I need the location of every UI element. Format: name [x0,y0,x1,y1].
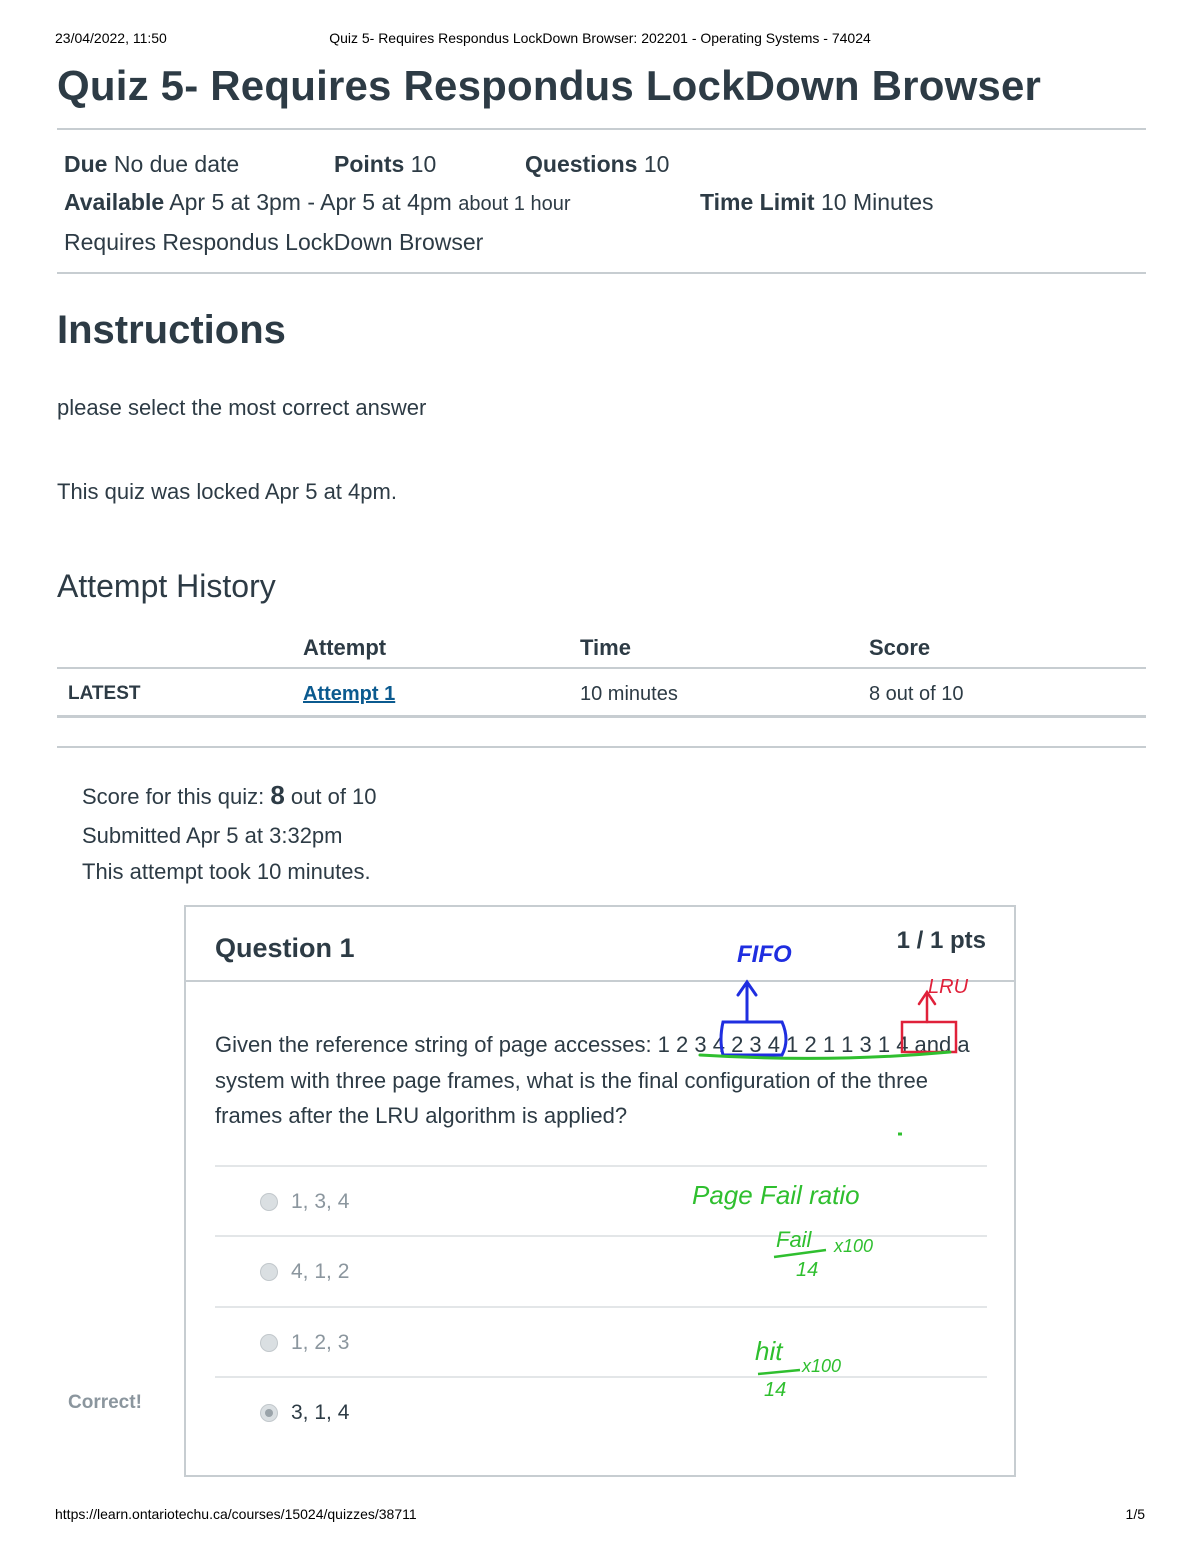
column-header-attempt: Attempt [303,635,387,660]
attempt-score: 8 out of 10 [869,683,964,705]
questions-value: 10 [643,151,670,177]
column-header-score: Score [869,635,931,660]
instructions-heading: Instructions [57,308,286,352]
question-card-edge [184,1425,186,1475]
column-header-time: Time [580,635,631,660]
attempt-duration: This attempt took 10 minutes. [82,859,371,884]
correct-answer-tag: Correct! [68,1392,142,1413]
page-fault-ratio-label: Page Fail ratio [692,1180,860,1210]
answer-label: 1, 2, 3 [291,1331,350,1354]
print-footer [55,1506,1145,1526]
question-points: 1 / 1 pts [896,927,986,954]
fault-ratio-notes [692,1180,873,1401]
score-prefix: Score for this quiz: [82,784,265,809]
hit-fraction-numerator: hit [755,1336,783,1366]
time-limit-value: 10 Minutes [821,189,934,215]
questions-label: Questions [525,151,638,177]
score-value: 8 [270,780,285,810]
available-label: Available [64,189,165,215]
attempt-link[interactable]: Attempt 1 [303,683,396,705]
available-value: Apr 5 at 3pm - Apr 5 at 4pm [169,189,452,215]
print-datetime: 23/04/2022, 11:50 [55,30,167,46]
attempt-time: 10 minutes [580,683,678,705]
time-limit-label: Time Limit [700,189,815,215]
answer-label: 3, 1, 4 [291,1401,350,1424]
print-page-title: Quiz 5- Requires Respondus LockDown Browser: 202201 - Operating Systems - 74024 [329,30,871,46]
fifo-label: FIFO [737,941,792,968]
lru-annotation [902,992,956,1052]
lockdown-requirement: Requires Respondus LockDown Browser [64,229,484,255]
fault-multiplier: x100 [834,1236,874,1256]
fault-fraction-denominator: 14 [796,1259,819,1281]
due-value: No due date [113,151,240,177]
question-title: Question 1 [215,933,355,963]
submitted-time: Submitted Apr 5 at 3:32pm [82,823,343,848]
points-label: Points [334,151,405,177]
fifo-box [721,1022,786,1055]
hit-multiplier: x100 [802,1356,842,1376]
print-page-number: 1/5 [1125,1506,1145,1522]
hit-fraction-denominator: 14 [764,1379,787,1401]
available-duration: about 1 hour [458,193,571,215]
answer-label: 1, 3, 4 [291,1190,350,1213]
attempt-history-heading: Attempt History [57,568,276,604]
answer-label: 4, 1, 2 [291,1260,350,1283]
fifo-annotation [721,982,786,1055]
lru-label: LRU [928,976,969,998]
hit-fraction-bar [758,1370,800,1374]
latest-tag: LATEST [68,683,141,704]
score-suffix: out of 10 [290,784,377,809]
due-label: Due [64,151,108,177]
fault-fraction-numerator: Fail [776,1227,812,1252]
print-url: https://learn.ontariotechu.ca/courses/15024/quizzes/38711 [55,1506,417,1522]
lru-box [902,1022,956,1052]
points-value: 10 [410,151,437,177]
page-title: Quiz 5- Requires Respondus LockDown Browser [57,62,1042,109]
instructions-text: please select the most correct answer [57,395,427,420]
lock-notice: This quiz was locked Apr 5 at 4pm. [57,479,397,504]
question-text: Given the reference string of page accesses: 1 2 3 4 2 3 4 1 2 1 1 3 1 4 and a system with three page frames, what is the final configuration of the three frames after the LRU algorithm is applied? [215,1032,970,1128]
